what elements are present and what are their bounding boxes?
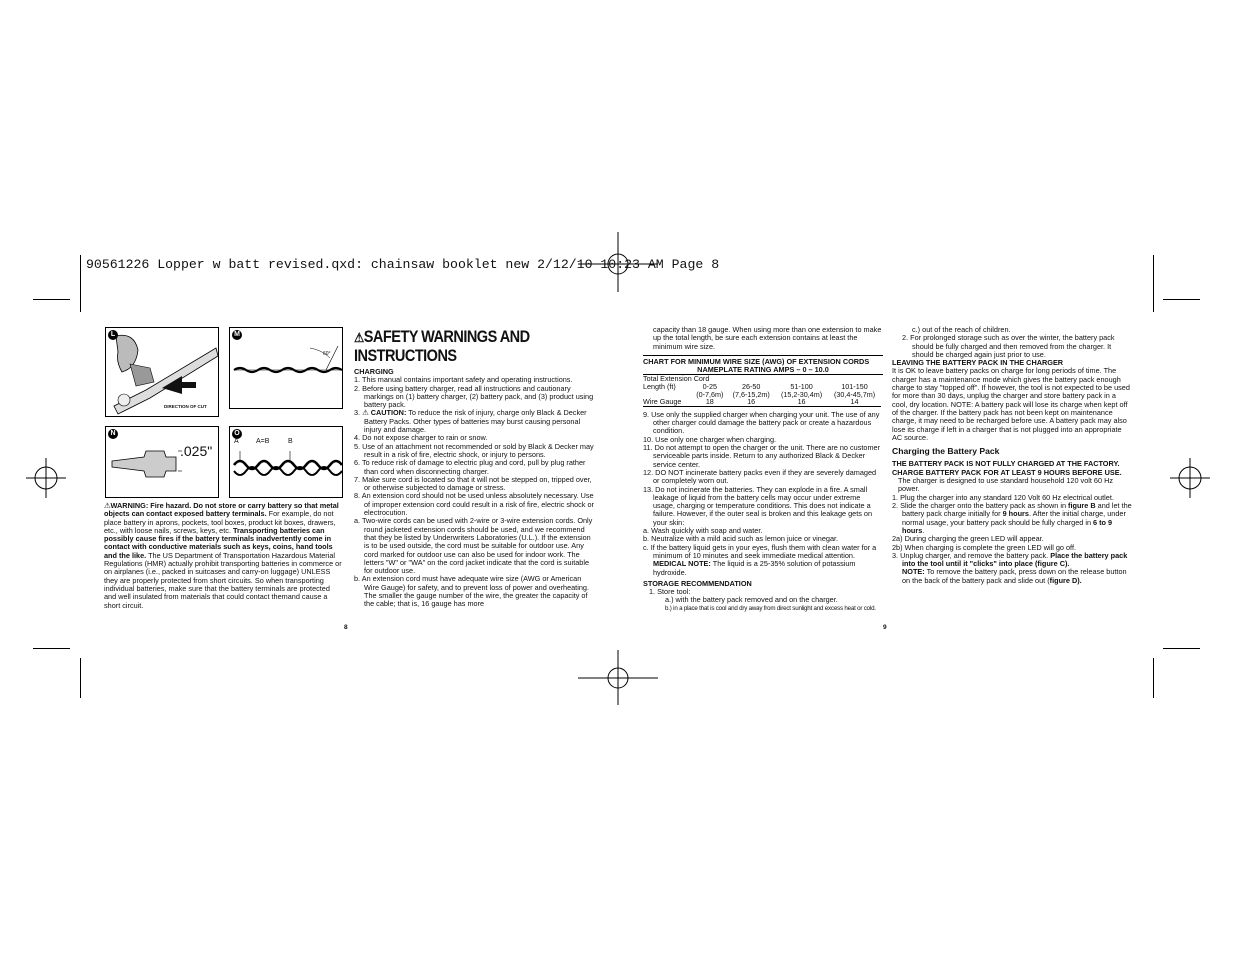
label-a-equals-b: A=B xyxy=(256,438,270,445)
chart-title: CHART FOR MINIMUM WIRE SIZE (AWG) OF EXTENSION CORDS xyxy=(643,356,870,366)
registration-mark-bottom xyxy=(578,650,658,705)
fire-hazard-warning: ⚠WARNING: Fire hazard. Do not store or carry battery so that metal objects can contact exposed battery terminals. For example, do not place battery in aprons, pockets, tool boxes, product kit boxes, drawers, etc., with loose nails, screws, keys, etc. Transporting batteries can possibly cause fires if the battery terminals inadvertently come in contact with conductive materials such as keys, coins, hand tools and the like. The US Department of Transportation Hazardous Material Regulations (HMR) actually prohibit transporting batteries in commerce or on airplanes (i.e., packed in suitcases and carry-on luggage) UNLESS they are properly protected from short circuits. So when transporting individual batteries, make sure that the battery terminals are protected and well insulated from materials that could contact themand cause a short circuit. xyxy=(104,501,342,610)
crop-mark xyxy=(1153,658,1154,698)
warning-icon: ⚠ xyxy=(104,501,111,510)
registration-mark-right xyxy=(1170,458,1210,498)
angle-label: 60° xyxy=(323,351,331,357)
figure-badge: O xyxy=(232,429,242,439)
figure-l xyxy=(105,327,219,417)
charging-section: c.) out of the reach of children. 2. For prolonged storage such as over the winter, the battery pack should be fully charged and then removed from the charger. It should be charged again just prior to use. LEAVING THE BATTERY PACK IN THE CHARGER It is OK to leave battery packs on charge for long periods of time. The charger has a maintenance mode which gives the battery pack enough charge to stay "topped off". If however, the tool is not expected to be used for more than 30 days, unplug the charger and store battery pack in a cool, dry location. NOTE: A battery pack will lose its charge when kept off of the charger. If the battery pack has not been kept on maintenance charge, it may need to be recharged before use. A battery pack may also lose its charge if left in a charger that is not plugged into an appropriate AC source. Charging the Battery Pack THE BATTERY PACK IS NOT FULLY CHARGED AT THE FACTORY. CHARGE BATTERY PACK FOR AT LEAST 9 HOURS BEFORE USE. The charger is designed to use standard household 120 volt 60 Hz power. 1. Plug the charger into any standard 120 Volt 60 Hz electrical outlet. 2. Slide the charger onto the battery pack as shown in figure B and let the battery pack charge initially for 9 hours. After the initial charge, under normal usage, your battery pack should be fully charged in 6 to 9 hours. 2a) During charging the green LED will appear. 2b) When charging is complete the green LED will go off. 3. Unplug charger, and remove the battery pack. Place the battery pack into the tool until it "clicks" into place (figure C). NOTE: To remove the battery pack, press down on the release button on the back of the battery pack and slide out (figure D). xyxy=(892,325,1132,585)
extension-cord-section: capacity than 18 gauge. When using more than one extension to make up the total length, be sure each extension contains at least the minimum wire size. CHART FOR MINIMUM WIRE SIZE (AWG) OF EXTENSION CORDS NAMEPLATE RATING AMPS – 0 – 10.0 Total Extension Cord Length (ft) 0-25 26-50 51-100 101-150 (0-7,6m) (7,6-15,2m) (15,2-30,4m) (30,4-45,7m) Wire Gauge 18 16 16 14 9. Use only the supplied charger when charging your unit. The use of any other charger could damage the battery pack or create a hazardous condition. 10. Use only one charger when charging. 11. Do not attempt to open the charger or the unit. There are no customer serviceable parts inside. Return to any authorized Black & Decker service center. 12. DO NOT incinerate battery packs even if they are severely damaged or completely worn out. 13. Do not incinerate the batteries. They can explode in a fire. A small leakage of liquid from the battery cells may occur under extreme usage, charging or temperature conditions. This does not indicate a failure. However, if the outer seal is broken and this leakage gets on your skin: a. Wash quickly with soap and water. b. Neutralize with a mild acid such as lemon juice or vinegar. c. If the battery liquid gets in your eyes, flush them with clean water for a minimum of 10 minutes and seek immediate medical attention. MEDICAL NOTE: The liquid is a 25-35% solution of potassium hydroxide. STORAGE RECOMMENDATION 1. Store tool: a.) with the battery pack removed and on the charger. b.) in a place that is cool and dry away from direct sunlight and excess heat or cold. xyxy=(643,325,882,612)
figure-o xyxy=(229,426,343,498)
registration-mark-left xyxy=(26,458,66,498)
page-number: 9 xyxy=(883,624,887,631)
subheading: CHARGING xyxy=(354,367,394,376)
crop-mark xyxy=(33,299,70,300)
warning-icon: ⚠ xyxy=(362,408,369,418)
subheading: STORAGE RECOMMENDATION xyxy=(643,578,752,588)
crop-mark xyxy=(1163,648,1200,649)
figure-badge: L xyxy=(108,330,118,340)
crop-mark xyxy=(80,255,81,312)
crop-mark xyxy=(1163,299,1200,300)
factory-notice: THE BATTERY PACK IS NOT FULLY CHARGED AT THE FACTORY. CHARGE BATTERY PACK FOR AT LEAST 9 HOURS BEFORE USE. xyxy=(892,459,1122,478)
subheading: Charging the Battery Pack xyxy=(892,446,1000,457)
wire-gauge-table: Total Extension Cord Length (ft) 0-25 26-50 51-100 101-150 (0-7,6m) (7,6-15,2m) (15,2-30,4m) (30,4-45,7m) Wire Gauge 18 16 16 14 xyxy=(643,375,881,406)
gauge-measure: .025" xyxy=(180,443,213,459)
crop-mark xyxy=(80,658,81,698)
safety-instructions: ⚠SAFETY WARNINGS AND INSTRUCTIONS CHARGING 1. This manual contains important safety and operating instructions. 2. Before using battery charger, read all instructions and cautionary markings on (1) battery charger, (2) battery pack, and (3) product using battery pack. 3. ⚠ CAUTION: To reduce the risk of injury, charge only Black & Decker Battery Packs. Other types of batteries may burst causing personal injury and damage. 4. Do not expose charger to rain or snow. 5. Use of an attachment not recommended or sold by Black & Decker may result in a risk of fire, electric shock, or injury to persons. 6. To reduce risk of damage to electric plug and cord, pull by plug rather than cord when disconnecting charger. 7. Make sure cord is located so that it will not be stepped on, tripped over, or otherwise subjected to damage or stress. 8. An extension cord should not be used unless absolutely necessary. Use of improper extension cord could result in a risk of fire, electric shock or electrocution. a. Two-wire cords can be used with 2-wire or 3-wire extension cords. Only round jacketed extension cords should be used, and we recommend that they be listed by Underwriters Laboratories (U.L.). If the extension is to be used outside, the cord must be suitable for outdoor use. Any cord marked for outdoor use can also be used for indoor work. The letters "W" or "WA" on the cord jacket indicate that the cord is suitable for outdoor use. b. An extension cord must have adequate wire size (AWG or American Wire Gauge) for safety, and to prevent loss of power and overheating. The smaller the gauge number of the wire, the greater the capacity of the cable; that is, 16 gauge has more xyxy=(354,328,594,609)
warning-icon: ⚠ xyxy=(354,330,364,345)
file-header: 90561226 Lopper w batt revised.qxd: chainsaw booklet new 2/12/10 10:23 AM Page 8 xyxy=(86,257,720,272)
subheading: LEAVING THE BATTERY PACK IN THE CHARGER xyxy=(892,358,1064,368)
figure-caption: DIRECTION OF CUT xyxy=(164,404,207,409)
section-title: INSTRUCTIONS xyxy=(354,347,457,365)
figure-badge: N xyxy=(108,429,118,439)
crop-mark xyxy=(1153,255,1154,312)
section-title: ⚠SAFETY WARNINGS AND xyxy=(354,328,530,346)
crop-mark xyxy=(33,648,70,649)
figure-badge: M xyxy=(232,330,242,340)
page-number: 8 xyxy=(344,624,348,631)
figure-m xyxy=(229,327,343,409)
figure-n xyxy=(105,426,219,498)
label-b: B xyxy=(288,438,293,445)
label-a: A xyxy=(234,438,239,445)
chart-subtitle: NAMEPLATE RATING AMPS – 0 – 10.0 xyxy=(697,365,829,375)
